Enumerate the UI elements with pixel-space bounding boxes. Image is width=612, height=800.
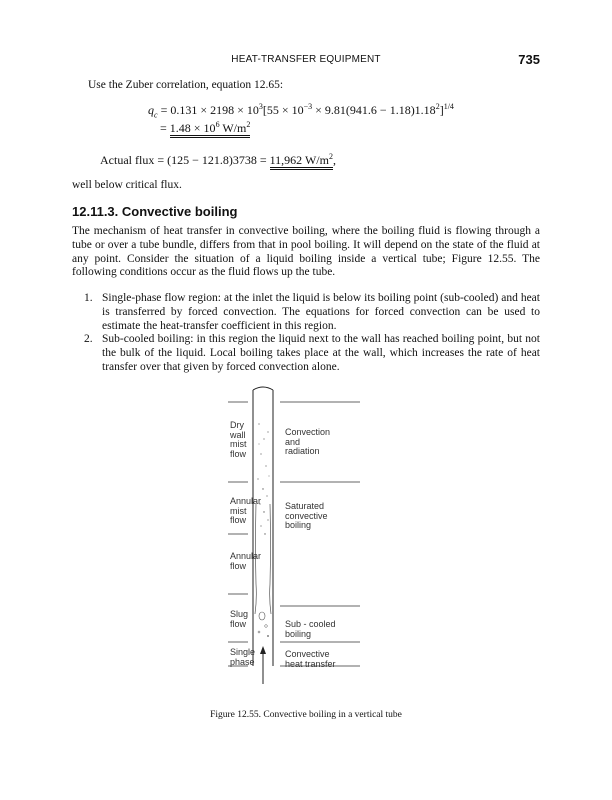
label-saturated-convective-boiling: Saturated convective boiling xyxy=(285,501,328,531)
label-single-phase: Single phase xyxy=(230,647,256,667)
label-annular-flow: Annular flow xyxy=(230,551,262,571)
list-item: 1. Single-phase flow region: at the inlet the liquid is below its boiling point (sub-cooled) and heat is transferred by forced convection. The equations for forced convection can be used to estimate the heat-transfer coefficient in this region. xyxy=(84,292,540,332)
conditions-list xyxy=(72,292,540,375)
label-convective-heat-transfer: Convective heat transfer xyxy=(285,649,336,669)
running-header xyxy=(72,52,540,66)
label-dry-wall-mist-flow: Dry wall mist flow xyxy=(230,420,247,459)
running-title: HEAT-TRANSFER EQUIPMENT xyxy=(231,54,381,65)
zuber-equation-result: = $1.48 \times 10^6$ $W/m^2$ xyxy=(160,118,250,135)
actual-flux-value: 11,962 $W/m^2$ xyxy=(270,153,333,170)
list-item: 2. Sub-cooled boiling: in this region the liquid next to the wall has reached boiling point, but not the bulk of the liquid. Local boiling takes place at the wall, which increases the rate of heat transfer over that given by forced convection alone. xyxy=(84,333,540,373)
zuber-equation-line1: $q_c = 0.131 \times 2198 \times 10^3[55 \times 10^{-3} \times 9.81(941.6 - 1.18)1.18^2]^{1/4}$ xyxy=(148,102,454,120)
conclusion-text: well below critical flux. xyxy=(72,179,182,191)
section-title: 12.11.3. Convective boiling xyxy=(72,204,238,219)
label-subcooled-boiling: Sub - cooled boiling xyxy=(285,619,336,639)
figure-caption: Figure 12.55. Convective boiling in a vertical tube xyxy=(210,710,402,720)
page-number: 735 xyxy=(518,52,540,67)
label-convection-radiation: Convection and radiation xyxy=(285,427,331,457)
actual-flux-line: Actual flux = (125 − 121.8)3738 = 11,962 $W/m^2$, xyxy=(100,150,336,167)
intro-text: Use the Zuber correlation, equation 12.65: xyxy=(88,79,284,91)
body-paragraph: The mechanism of heat transfer in convective boiling, where the boiling fluid is flowing through a tube or over a tube bundle, differs from that in pool boiling. It will depend on the state of the fluid at any point. Consider the situation of a liquid boiling inside a vertical tube; Figure 12.55. The following conditions occur as the fluid flows up the tube. xyxy=(72,225,540,279)
label-annular-mist-flow: Annular mist flow xyxy=(230,496,262,526)
result-underlined: $1.48 \times 10^6$ $W/m^2$ xyxy=(170,121,251,138)
label-slug-flow: Slug flow xyxy=(230,609,249,629)
figure-vertical-tube xyxy=(228,384,372,704)
